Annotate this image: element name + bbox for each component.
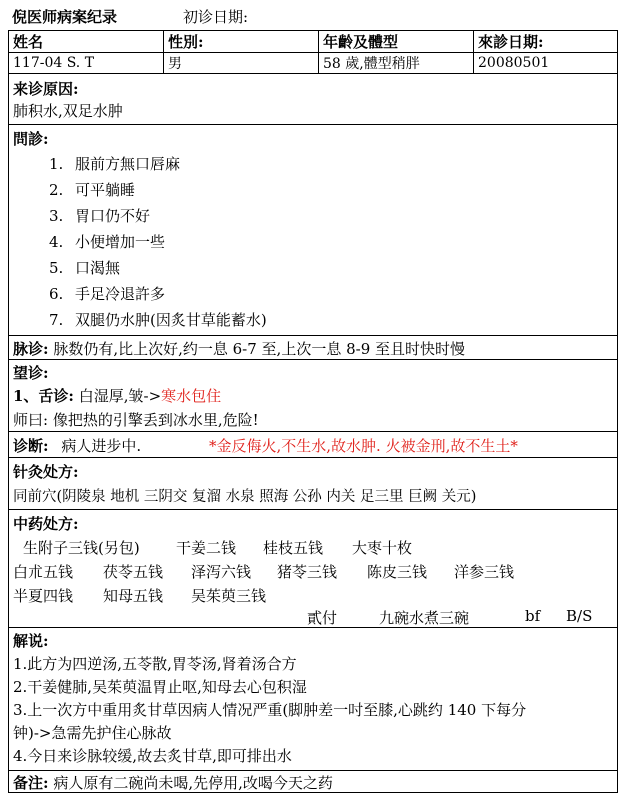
explanation-section <box>8 628 618 771</box>
herb-item: 半夏四钱 <box>13 587 74 605</box>
inquiry-item: 7. 双腿仍水肿(因炙甘草能蓄水) <box>49 311 267 329</box>
visit-date: 20080501 <box>474 53 618 74</box>
pulse-text: 脉数仍有,比上次好,约一息 6-7 至,上次一息 8-9 至且时快时慢 <box>53 340 466 358</box>
sex-header: 性別: <box>164 31 319 53</box>
teacher-comment: 师曰: 像把热的引擎丢到冰水里,危险! <box>13 411 259 429</box>
inspection-section <box>8 360 618 432</box>
herb-item: 陈皮三钱 <box>367 563 428 581</box>
herb-item: 知母五钱 <box>103 587 164 605</box>
herb-item: 吴茱萸三钱 <box>191 587 267 605</box>
inspection-label: 望诊: <box>13 364 49 382</box>
tongue-text: 白湿厚,皱-> <box>78 387 162 405</box>
herb-item: 干姜二钱 <box>176 539 237 557</box>
remarks-text: 病人原有二碗尚未喝,先停用,改喝今天之药 <box>53 774 333 792</box>
explanation-line: 3.上一次方中重用炙甘草因病人情况严重(脚肿差一吋至膝,心跳约 140 下每分 <box>13 701 527 719</box>
herb-item: 猪苓三钱 <box>277 563 338 581</box>
tongue-highlight: 寒水包住 <box>161 387 222 405</box>
tongue-label: 1、舌诊: <box>13 387 74 405</box>
reason-label: 来诊原因: <box>13 80 79 98</box>
pulse-label: 脉诊: <box>13 340 49 358</box>
herb-item: 大枣十枚 <box>352 539 413 557</box>
diagnosis-section <box>8 432 618 458</box>
inquiry-label: 問診: <box>13 130 49 148</box>
remarks-section <box>8 771 618 793</box>
herb-item: 茯苓五钱 <box>103 563 164 581</box>
dosage-count: 貳付 <box>307 609 338 627</box>
remarks-label: 备注: <box>13 774 49 792</box>
herb-item: 泽泻六钱 <box>191 563 252 581</box>
acupuncture-text: 同前穴(阴陵泉 地机 三阴交 复溜 水泉 照海 公孙 内关 足三里 巨阙 关元) <box>13 489 477 505</box>
dosage-timing: bf <box>525 607 541 625</box>
explanation-line: 钟)->急需先护住心脉故 <box>13 724 172 742</box>
patient-age: 58 歲,體型稍胖 <box>319 53 474 74</box>
visit-date-header: 來診日期: <box>474 31 618 53</box>
age-header: 年齡及體型 <box>319 31 474 53</box>
name-header: 姓名 <box>9 31 164 53</box>
explanation-line: 4.今日来诊脉较缓,故去炙甘草,即可排出水 <box>13 747 292 765</box>
acupuncture-section <box>8 458 618 510</box>
explanation-label: 解说: <box>13 632 49 650</box>
herbal-label: 中药处方: <box>13 515 79 533</box>
herbal-section <box>8 510 618 628</box>
patient-sex: 男 <box>164 53 319 74</box>
diagnosis-highlight: *金反侮火,不生水,故水肿. 火被金刑,故不生土* <box>209 437 518 455</box>
inquiry-item: 4. 小便增加一些 <box>49 233 166 251</box>
diagnosis-text: 病人进步中. <box>61 437 142 455</box>
dosage-timing-2: B/S <box>566 607 593 625</box>
patient-id: 117-04 S. T <box>9 53 164 74</box>
herb-item: 桂枝五钱 <box>263 539 324 557</box>
record-title: 倪医师病案纪录 <box>12 8 118 26</box>
reason-section <box>8 74 618 125</box>
inquiry-item: 1. 服前方無口唇麻 <box>49 155 181 173</box>
inquiry-item: 2. 可平躺睡 <box>49 181 136 199</box>
inquiry-item: 6. 手足冷退許多 <box>49 285 166 303</box>
diagnosis-label: 诊断: <box>13 437 49 455</box>
explanation-line: 1.此方为四逆汤,五苓散,胃苓汤,肾着汤合方 <box>13 655 297 673</box>
pulse-section <box>8 336 618 360</box>
inquiry-section <box>8 125 618 336</box>
herb-item: 洋参三钱 <box>454 563 515 581</box>
inquiry-item: 5. 口渴無 <box>49 259 121 277</box>
acupuncture-label: 针灸处方: <box>13 463 79 481</box>
patient-info-table <box>8 30 618 74</box>
inquiry-item: 3. 胃口仍不好 <box>49 207 151 225</box>
herb-item: 白朮五钱 <box>13 563 74 581</box>
reason-text: 肺积水,双足水肿 <box>13 102 123 120</box>
dosage-method: 九碗水煮三碗 <box>379 609 470 627</box>
explanation-line: 2.干姜健肺,吴茱萸温胃止呕,知母去心包积湿 <box>13 678 307 696</box>
herb-item: 生附子三钱(另包) <box>23 539 140 557</box>
first-visit-date-label: 初诊日期: <box>183 8 249 26</box>
